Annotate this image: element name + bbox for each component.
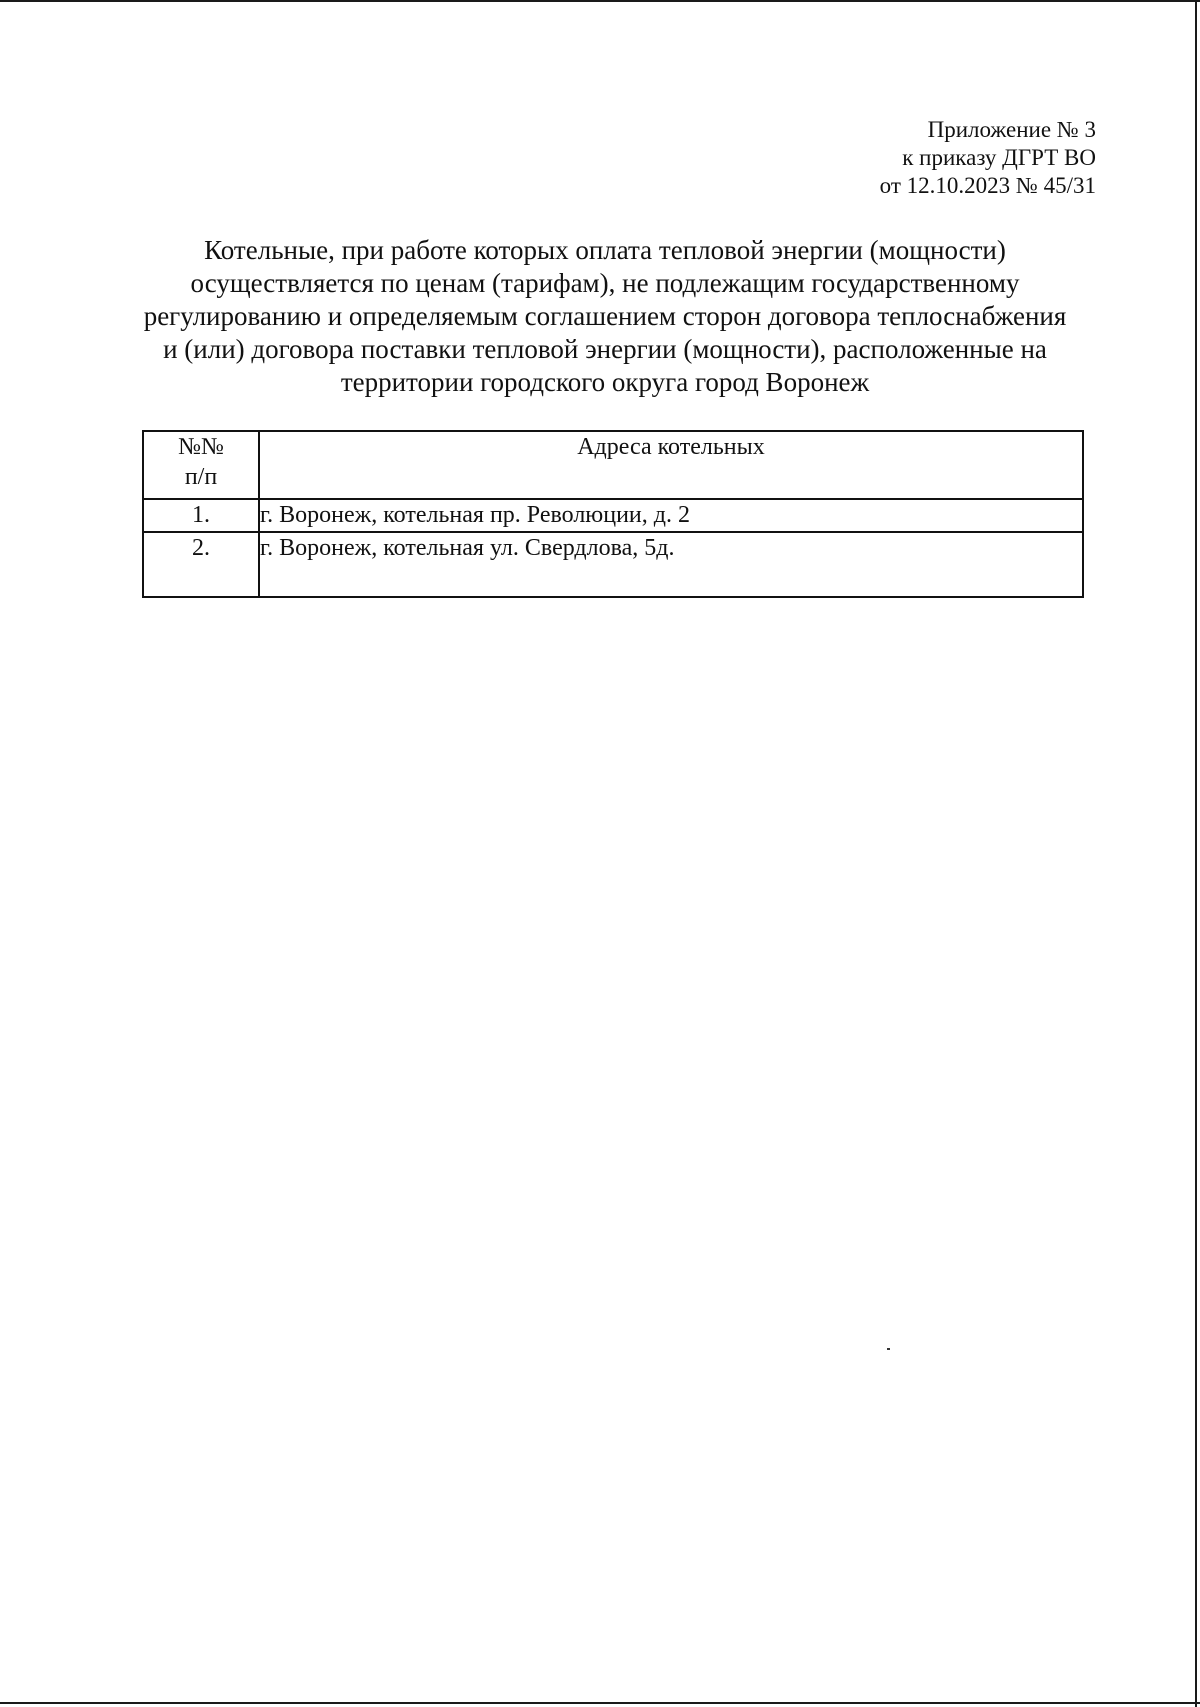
row-number: 2. — [143, 532, 259, 597]
appendix-date: от 12.10.2023 № 45/31 — [879, 173, 1096, 198]
row-address: г. Воронеж, котельная ул. Свердлова, 5д. — [259, 532, 1083, 597]
scan-edge-top — [0, 0, 1200, 2]
scan-edge-bottom — [0, 1702, 1200, 1704]
header-address: Адреса котельных — [259, 431, 1083, 499]
title-line: территории городского округа город Воронеж — [340, 367, 870, 397]
row-number: 1. — [143, 499, 259, 532]
header-number-line2: п/п — [184, 464, 218, 490]
title-line: осуществляется по ценам (тарифам), не подлежащим государственному — [190, 268, 1020, 298]
title-line: и (или) договора поставки тепловой энергии (мощности), расположенные на — [163, 334, 1047, 364]
table-row — [143, 499, 1083, 532]
table-row — [143, 532, 1083, 597]
title-line: Котельные, при работе которых оплата тепловой энергии (мощности) — [204, 235, 1006, 265]
appendix-order: к приказу ДГРТ ВО — [902, 145, 1096, 170]
scan-edge-right — [1195, 0, 1197, 1707]
appendix-number: Приложение № 3 — [927, 117, 1096, 142]
row-address: г. Воронеж, котельная пр. Революции, д. 2 — [259, 499, 1083, 532]
appendix-reference — [880, 116, 1096, 200]
scan-speck — [887, 1348, 890, 1350]
boiler-addresses-table — [142, 430, 1084, 598]
header-number-line1: №№ — [178, 434, 224, 460]
document-title — [110, 234, 1100, 399]
title-line: регулированию и определяемым соглашением сторон договора теплоснабжения — [143, 301, 1067, 331]
header-number — [143, 431, 259, 499]
table-header-row — [143, 431, 1083, 499]
